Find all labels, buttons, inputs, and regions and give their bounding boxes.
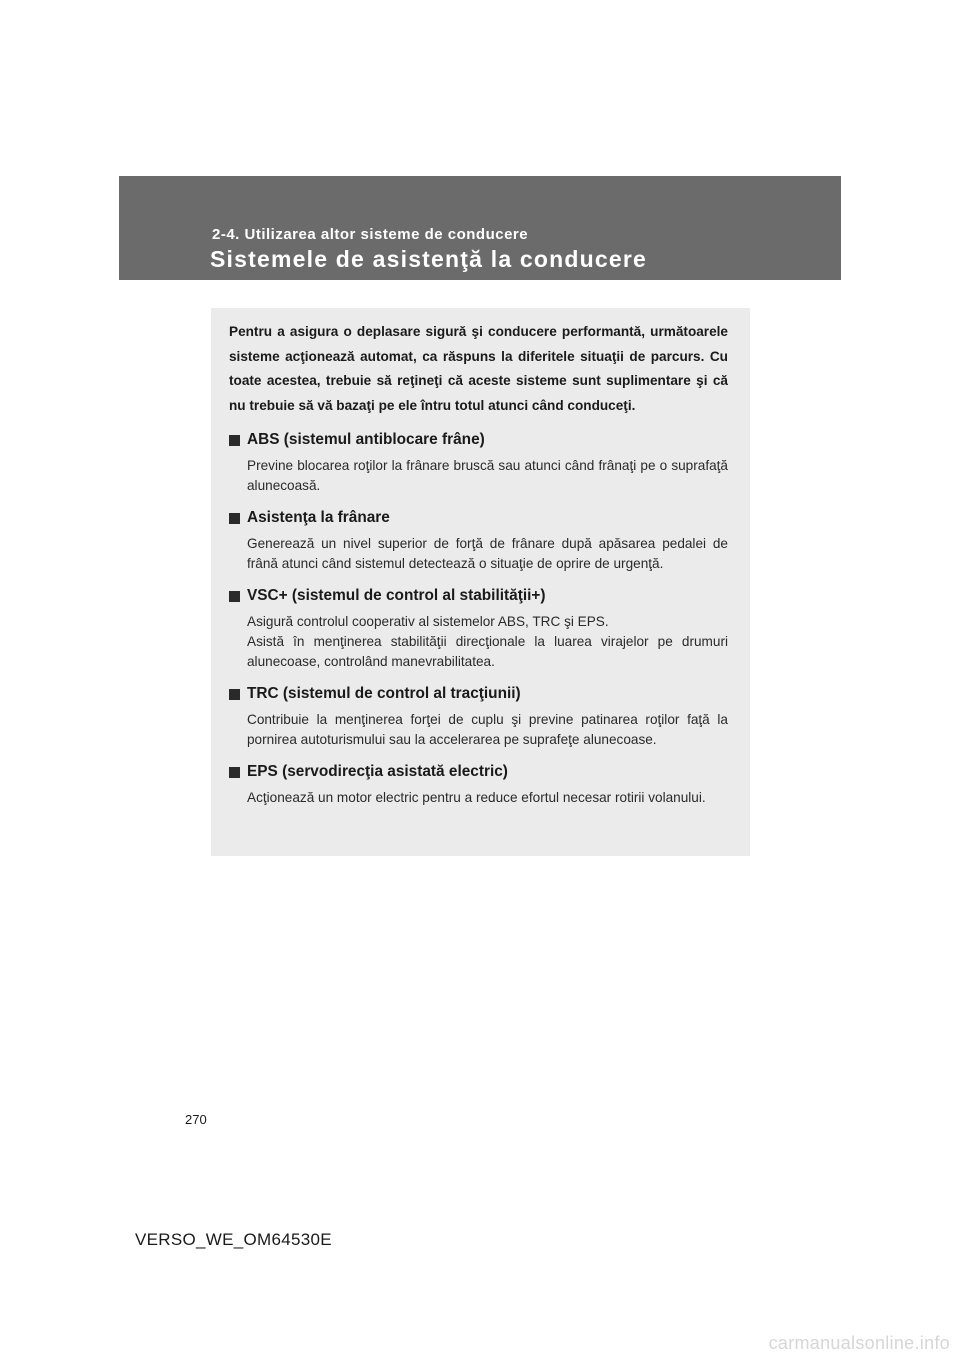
content-box [211,308,750,856]
section-vsc [229,586,728,672]
section-body [247,456,728,496]
page-title: Sistemele de asistenţă la conducere [210,246,648,272]
section-heading-text: ABS (sistemul antiblocare frâne) [247,431,485,448]
section-trc [229,684,728,750]
section-label: 2-4. Utilizarea altor sisteme de conducere [212,226,529,243]
section-brake-assist [229,508,728,574]
section-heading-text: EPS (servodirecţia asistată electric) [247,763,508,780]
section-heading-text: Asistenţa la frânare [247,509,390,526]
section-paragraph: Previne blocarea roţilor la frânare bruscă sau atunci când frânaţi pe o suprafaţă alunecoasă. [247,458,728,493]
square-bullet-icon [229,513,240,524]
section-heading-text: VSC+ (sistemul de control al stabilităţii+) [247,587,546,604]
section-paragraph: Acţionează un motor electric pentru a reduce efortul necesar rotirii volanului. [247,790,706,805]
page-number: 270 [185,1112,207,1127]
section-paragraph: Generează un nivel superior de forţă de frânare după apăsarea pedalei de frână atunci când sistemul detectează o situaţie de oprire de urgenţă. [247,536,728,571]
header-band [119,176,841,280]
square-bullet-icon [229,689,240,700]
section-body [247,788,728,808]
section-paragraph: Contribuie la menţinerea forţei de cuplu şi previne patinarea roţilor faţă la pornirea autoturismului sau la accelerarea pe suprafeţe alunecoase. [247,712,728,747]
section-heading [229,684,728,704]
section-body [247,612,728,672]
section-heading [229,430,728,450]
section-body [247,710,728,750]
section-heading-text: TRC (sistemul de control al tracţiunii) [247,685,521,702]
watermark: carmanualsonline.info [768,1333,950,1353]
intro-paragraph: Pentru a asigura o deplasare sigură şi conducere performantă, următoarele sisteme acţionează automat, ca răspuns la diferitele situaţii de parcurs. Cu toate acestea, trebuie să reţineţi că aceste sisteme sunt suplimentare şi că nu trebuie să vă bazaţi pe ele întru totul atunci când conduceţi. [229,324,728,413]
section-abs [229,430,728,496]
document-code: VERSO_WE_OM64530E [135,1230,332,1249]
square-bullet-icon [229,767,240,778]
square-bullet-icon [229,435,240,446]
section-heading [229,508,728,528]
section-eps [229,762,728,808]
section-heading [229,762,728,782]
section-heading [229,586,728,606]
section-body [247,534,728,574]
section-paragraph: Asigură controlul cooperativ al sistemelor ABS, TRC şi EPS. [247,614,609,629]
section-paragraph: Asistă în menţinerea stabilităţii direcţionale la luarea virajelor pe drumuri alunecoase, controlând manevrabilitatea. [247,634,728,669]
square-bullet-icon [229,591,240,602]
